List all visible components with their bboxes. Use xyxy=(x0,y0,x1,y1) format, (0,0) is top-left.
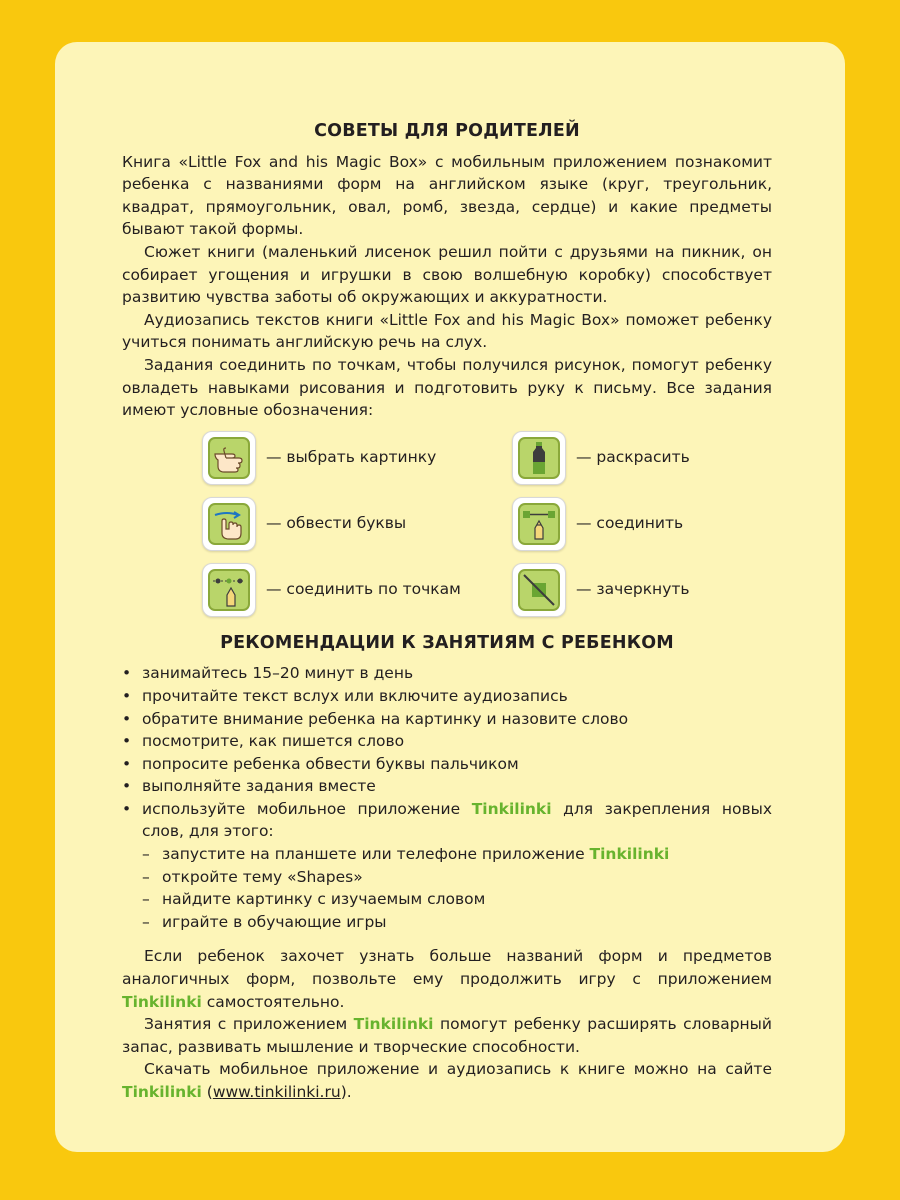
list-item: • обратите внимание ребенка на картинку и назовите слово xyxy=(122,708,772,731)
app-name: Tinkilinki xyxy=(471,799,552,818)
list-item: • прочитайте текст вслух или включите аудиозапись xyxy=(122,685,772,708)
closing-text: Скачать мобильное приложение и аудиозапись к книге можно на сайте xyxy=(144,1060,772,1079)
legend-item-cross xyxy=(512,560,690,620)
app-steps-list xyxy=(142,843,772,933)
legend-item-trace xyxy=(202,494,406,554)
site-link[interactable]: www.tinkilinki.ru xyxy=(212,1083,341,1101)
recommendations-title: РЕКОМЕНДАЦИИ К ЗАНЯТИЯМ С РЕБЕНКОМ xyxy=(220,632,674,653)
list-item-app xyxy=(122,798,772,934)
legend-label: — раскрасить xyxy=(576,448,690,467)
app-name: Tinkilinki xyxy=(353,1015,434,1034)
install-text: запустите на планшете или телефоне приложение xyxy=(162,845,590,864)
legend-item-choose xyxy=(202,428,436,488)
tips-paragraph-2: Сюжет книги (маленький лисенок решил пойти с друзьями на пикник, он собирает угощения и игрушки в свою волшебную коробку) способствует развитию чувства заботы об окружающих и аккуратности. xyxy=(122,242,772,307)
legend-item-connect xyxy=(512,494,683,554)
legend-row xyxy=(122,428,772,488)
tips-title: СОВЕТЫ ДЛЯ РОДИТЕЛЕЙ xyxy=(314,121,580,141)
legend-label: — соединить xyxy=(576,514,684,533)
legend-label: — обвести буквы xyxy=(266,514,407,533)
legend-row xyxy=(122,494,772,554)
list-item: • занимайтесь 15–20 минут в день xyxy=(122,662,772,685)
closing-paragraph-1 xyxy=(122,945,772,1013)
closing-text: помогут ребенку расширять словарный запас, развивать мышление и творческие способности. xyxy=(122,1015,772,1056)
list-item: • посмотрите, как пишется слово xyxy=(122,730,772,753)
tips-paragraph-3: Аудиозапись текстов книги «Little Fox and his Magic Box» поможет ребенку учиться понимать английскую речь на слух. xyxy=(122,310,772,352)
legend-row xyxy=(122,560,772,620)
content-card xyxy=(55,42,845,1152)
app-name: Tinkilinki xyxy=(122,1083,202,1101)
app-item-text: для закрепления новых слов, для этого: xyxy=(142,799,772,841)
legend-label: — соединить по точкам xyxy=(266,580,461,599)
list-item: • выполняйте задания вместе xyxy=(122,775,772,798)
app-name: Tinkilinki xyxy=(122,992,202,1011)
page-content xyxy=(122,120,772,1104)
cross-out-icon xyxy=(512,563,566,617)
connect-pencil-icon xyxy=(512,497,566,551)
legend-item-color xyxy=(512,428,690,488)
tracing-hand-icon xyxy=(202,497,256,551)
app-name: Tinkilinki xyxy=(589,845,670,864)
legend xyxy=(122,428,772,624)
list-item: – найдите картинку с изучаемым словом xyxy=(142,888,772,911)
legend-label: — зачеркнуть xyxy=(576,580,690,599)
closing-text: Занятия с приложением xyxy=(144,1015,354,1034)
closing-text: ( xyxy=(201,1083,213,1101)
closing-text: самостоятельно. xyxy=(201,992,345,1011)
pointing-hand-icon xyxy=(202,431,256,485)
closing-text: Если ребенок захочет узнать больше названий форм и предметов аналогичных форм, позвольте ему продолжить игру с приложением xyxy=(122,947,772,989)
list-item: – откройте тему «Shapes» xyxy=(142,866,772,889)
closing-paragraph-3 xyxy=(122,1058,772,1103)
dots-pencil-icon xyxy=(202,563,256,617)
list-item: • попросите ребенка обвести буквы пальчиком xyxy=(122,753,772,776)
closing-text: ). xyxy=(340,1083,352,1101)
tips-paragraph-1: Книга «Little Fox and his Magic Box» с мобильным приложением познакомит ребенка с названиями форм на английском языке (круг, треугольник, квадрат, прямоугольник, овал, ромб, звезда, сердце) и какие предметы бывают такой формы. xyxy=(122,152,772,239)
recommendations-list xyxy=(122,662,772,933)
tips-paragraph-4: Задания соединить по точкам, чтобы получился рисунок, помогут ребенку овладеть навыками рисования и подготовить руку к письму. Все задания имеют условные обозначения: xyxy=(122,355,772,420)
legend-label: — выбрать картинку xyxy=(266,448,437,467)
app-item-text: используйте мобильное приложение xyxy=(142,799,472,818)
marker-icon xyxy=(512,431,566,485)
closing-paragraph-2 xyxy=(122,1013,772,1058)
legend-item-dots xyxy=(202,560,461,620)
list-item xyxy=(142,843,772,866)
list-item: – играйте в обучающие игры xyxy=(142,911,772,934)
